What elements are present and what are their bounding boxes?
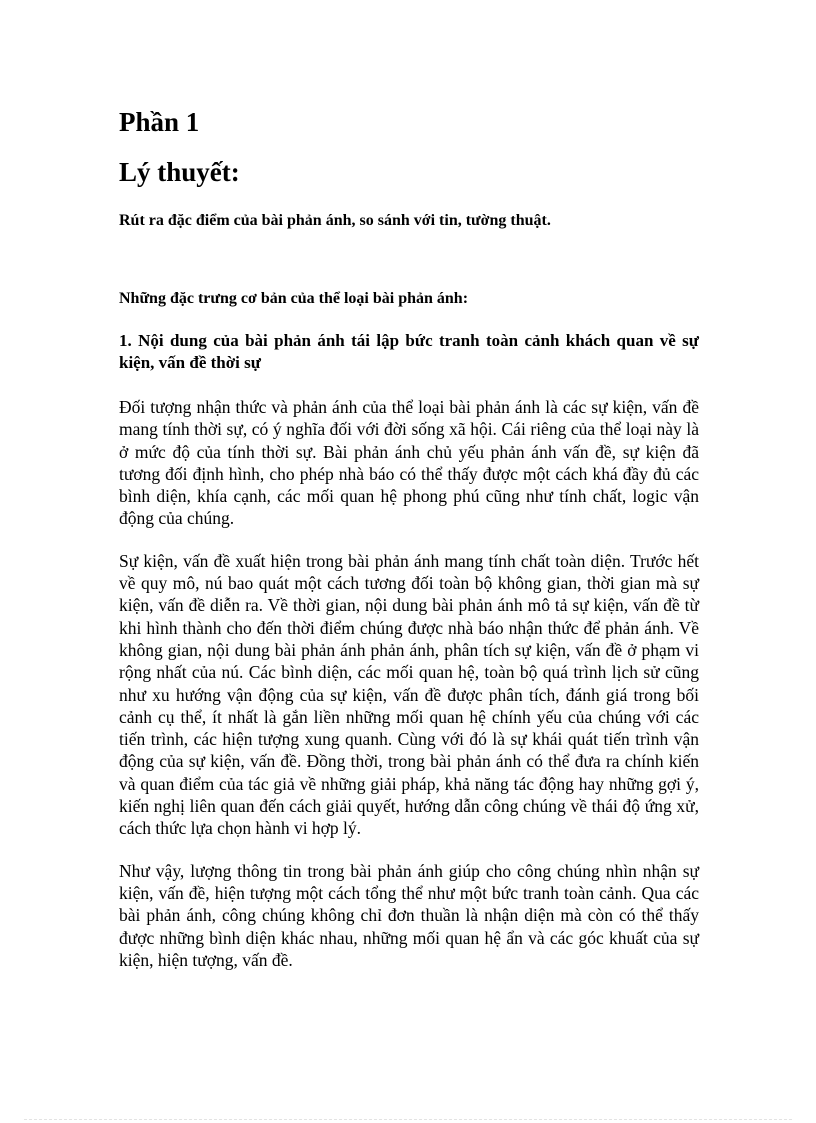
document-body [119,104,699,991]
point-heading: 1. Nội dung của bài phản ánh tái lập bức tranh toàn cảnh khách quan về sự kiện, vấn đề thời sự [119,331,699,372]
paragraph-3: Như vậy, lượng thông tin trong bài phản ánh giúp cho công chúng nhìn nhận sự kiện, vấn đề, hiện tượng một cách tổng thể như một bức tranh toàn cảnh. Qua các bài phản ánh, công chúng không chỉ đơn thuần là nhận diện mà còn có thể thấy được những bình diện khác nhau, những mối quan hệ ẩn và các góc khuất của sự kiện, hiện tượng, vấn đề. [119,860,699,970]
paragraph-1: Đối tượng nhận thức và phản ánh của thể loại bài phản ánh là các sự kiện, vấn đề mang tính thời sự, có ý nghĩa đối với đời sống xã hội. Cái riêng của thể loại này là ở mức độ của tính thời sự. Bài phản ánh chủ yếu phản ánh vấn đề, sự kiện đã tương đối định hình, cho phép nhà báo có thể thấy được một cách khá đầy đủ các bình diện, khía cạnh, các mối quan hệ phong phú cũng như tính chất, logic vận động của chúng. [119,397,699,529]
section-heading: Những đặc trưng cơ bản của thể loại bài phản ánh: [119,290,469,307]
subtitle: Rút ra đặc điểm của bài phản ánh, so sánh với tin, tường thuật. [119,212,551,229]
paragraph-2: Sự kiện, vấn đề xuất hiện trong bài phản ánh mang tính chất toàn diện. Trước hết về quy mô, nú bao quát một cách tương đối toàn bộ không gian, thời gian mà sự kiện, vấn đề diễn ra. Về thời gian, nội dung bài phản ánh mô tả sự kiện, vấn đề từ khi hình thành cho đến thời điểm chúng được nhà báo nhận thức để phản ánh. Về không gian, nội dung bài phản ánh phản ánh, phân tích sự kiện, vấn đề ở phạm vi rộng nhất của nú. Các bình diện, các mối quan hệ, toàn bộ quá trình lịch sử cũng như xu hướng vận động của sự kiện, vấn đề được phân tích, đánh giá trong bối cảnh cụ thể, ít nhất là gắn liền những mối quan hệ chính yếu của chúng với các tiến trình, các hiện tượng xung quanh. Cùng với đó là sự khái quát tiến trình vận động của sự kiện, vấn đề. Đồng thời, trong bài phản ánh có thể đưa ra chính kiến và quan điểm của tác giả về những giải pháp, khả năng tác động hay những gợi ý, kiến nghị liên quan đến cách giải quyết, hướng dẫn công chúng về thái độ ứng xử, cách thức lựa chọn hành vi hợp lý. [119,550,699,839]
page-bottom-rule [24,1119,792,1120]
theory-title: Lý thuyết: [119,157,240,187]
part-title: Phần 1 [119,107,200,137]
